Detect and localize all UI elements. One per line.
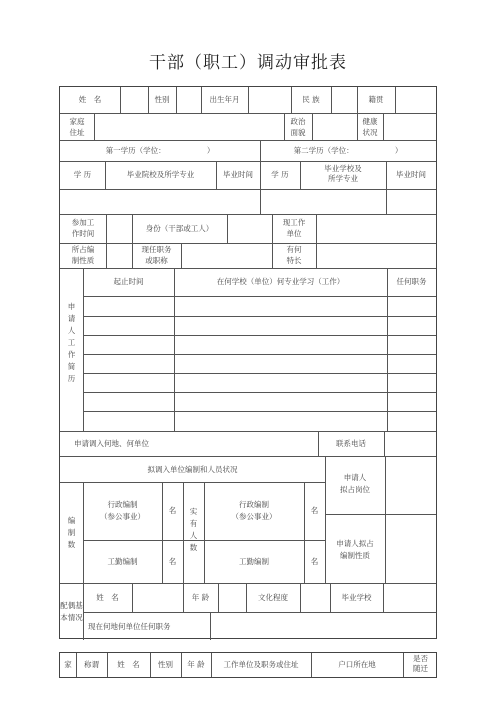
label-education-2: 学 历 <box>271 170 289 179</box>
label-phone: 联系电话 <box>336 439 366 448</box>
col-line <box>210 612 211 640</box>
label-birth: 出生年月 <box>209 95 240 104</box>
row-line <box>60 113 436 114</box>
row-line <box>83 373 436 374</box>
col-line <box>162 482 163 583</box>
label-worker-quota: 工勤编制 <box>107 557 138 566</box>
label-native-place: 籍贯 <box>368 95 384 104</box>
col-line <box>248 87 249 113</box>
col-line <box>120 87 121 113</box>
col-line <box>181 243 182 268</box>
label-ethnicity: 民 族 <box>302 95 320 104</box>
col-line <box>385 456 386 583</box>
row-line <box>60 189 436 190</box>
row-line <box>60 431 436 432</box>
label-family-unit: 工作单位及职务或住址 <box>223 660 299 669</box>
col-line <box>312 113 313 140</box>
col-line <box>300 583 301 612</box>
col-line <box>83 268 84 431</box>
label-graduation-time-2: 毕业时间 <box>396 170 426 179</box>
col-line <box>106 243 107 268</box>
label-spouse-info: 配偶基 本情况 <box>60 601 83 622</box>
col-line <box>204 482 205 583</box>
label-worker-actual: 工勤编制 <box>239 557 269 566</box>
col-line <box>94 113 95 140</box>
col-line <box>227 214 228 243</box>
col-line <box>316 214 317 243</box>
label-admin-quota: 行政编制 （参公事业） <box>100 500 145 521</box>
label-start-end-time: 起止时间 <box>113 277 144 286</box>
col-line <box>383 583 384 612</box>
row-line <box>60 161 436 162</box>
row-line <box>60 456 436 457</box>
row-line <box>60 583 436 584</box>
family-table <box>59 652 437 678</box>
row-line <box>60 214 436 215</box>
label-political-status: 政治 面貌 <box>290 117 306 137</box>
label-spouse-age: 年 龄 <box>191 593 210 602</box>
label-spouse-name: 姓 名 <box>96 593 119 602</box>
col-line <box>83 482 84 583</box>
form-title: 干部（职工）调动审批表 <box>149 53 347 73</box>
label-first-education: 第一学历（学位： ） <box>105 146 215 155</box>
label-school-major: 毕业院校及所学专业 <box>126 170 195 179</box>
label-apply-nature: 申请人拟占 编制性质 <box>336 539 374 560</box>
label-health: 健康 状况 <box>362 117 378 137</box>
label-unit-ming-2: 名 <box>310 506 319 515</box>
row-line <box>83 335 436 336</box>
label-specialty: 有何 特长 <box>286 245 302 265</box>
label-family-name: 姓 名 <box>117 660 140 669</box>
label-second-education: 第二学历（学位： ） <box>293 146 403 155</box>
label-current-post: 现任职务 或职称 <box>141 245 172 265</box>
col-line <box>331 87 332 113</box>
label-current-unit: 现工作 单位 <box>282 218 306 238</box>
label-resume-side: 申请人工作简历 <box>67 302 76 383</box>
row-line <box>83 411 436 412</box>
label-home-address: 家庭 住址 <box>69 117 85 137</box>
row-line <box>83 354 436 355</box>
col-line <box>304 482 305 583</box>
row-line <box>325 514 436 515</box>
row-line <box>83 612 436 613</box>
label-spouse-unit: 现在何地何单位任何职务 <box>88 622 171 631</box>
label-family-age: 年 龄 <box>187 660 205 669</box>
col-line <box>395 87 396 113</box>
label-school-major-2: 毕业学校及 所学专业 <box>324 164 362 183</box>
label-unit-ming-1: 名 <box>168 506 177 515</box>
label-family-hukou: 户口所在地 <box>338 660 376 669</box>
col-line <box>384 431 385 456</box>
col-line <box>132 583 133 612</box>
label-identity: 身份（干部或工人） <box>145 224 214 233</box>
label-gender: 性别 <box>154 95 170 104</box>
label-spouse-school: 毕业学校 <box>341 593 372 602</box>
row-line <box>60 140 436 141</box>
label-admin-actual: 行政编制 （参公事业） <box>231 500 277 521</box>
row-line <box>83 316 436 317</box>
label-post-held: 任何职务 <box>396 277 427 286</box>
row-line <box>60 268 436 269</box>
col-line <box>176 87 177 113</box>
col-line <box>316 243 317 268</box>
label-plan-header: 拟调入单位编制和人员状况 <box>147 465 238 474</box>
label-unit-ming-3: 名 <box>168 557 177 566</box>
row-line <box>83 296 436 297</box>
row-line <box>60 482 325 483</box>
label-graduation-time: 毕业时间 <box>223 170 253 179</box>
label-actual-side: 实有人数 <box>189 507 198 552</box>
label-work-start: 参加工 作时间 <box>71 218 95 238</box>
label-spouse-education: 文化程度 <box>258 593 288 602</box>
col-line <box>218 583 219 612</box>
label-family-gender: 性别 <box>158 660 173 669</box>
label-unit-nature: 所占编 制性质 <box>71 245 95 265</box>
label-apply-to: 申请调入何地、何单位 <box>74 439 149 448</box>
label-education: 学 历 <box>73 170 92 179</box>
label-relation: 称谓 <box>84 660 99 669</box>
label-family-move: 是否 随迁 <box>413 654 428 673</box>
col-line <box>383 113 384 140</box>
label-apply-post: 申请人 拟占岗位 <box>340 473 370 494</box>
main-form-table <box>59 86 437 639</box>
label-resume-content: 在何学校（单位）何专业学习（工作） <box>216 277 345 286</box>
label-quota-side: 编制数 <box>67 516 76 549</box>
col-line <box>106 214 107 243</box>
label-family: 家 <box>64 660 72 669</box>
label-name: 姓 名 <box>78 95 102 104</box>
label-unit-ming-4: 名 <box>310 557 319 566</box>
row-line <box>60 243 436 244</box>
col-line <box>174 268 175 431</box>
row-line <box>83 392 436 393</box>
col-line <box>183 482 184 583</box>
col-line <box>387 268 388 431</box>
